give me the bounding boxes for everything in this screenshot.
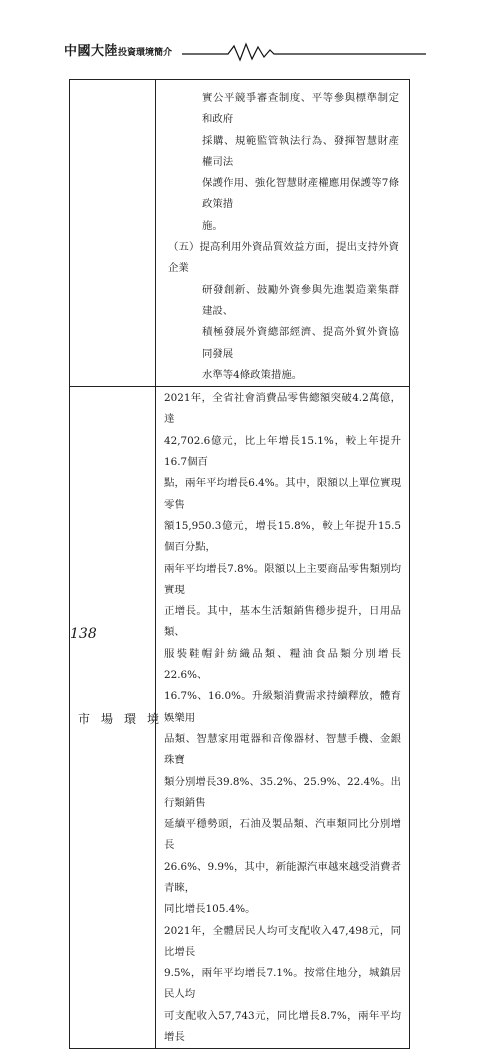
text-line: 品類、智慧家用電器和音像器材、智慧手機、金銀珠寶 bbox=[164, 732, 401, 767]
running-header bbox=[64, 42, 424, 62]
text-line: 同比增長105.4%。 bbox=[164, 903, 256, 916]
text-line: 2021年，全省社會消費品零售總額突破4.2萬億，達 bbox=[164, 392, 401, 426]
row-label-cell bbox=[70, 80, 156, 387]
heartbeat-line-icon bbox=[182, 42, 426, 62]
text-line: 水準等4條政策措施。 bbox=[202, 368, 303, 381]
table-row bbox=[70, 80, 410, 387]
text-line: 42,702.6億元，比上年增長15.1%，較上年提升16.7個百 bbox=[164, 434, 401, 469]
page-number: 138 bbox=[70, 626, 97, 642]
text-line: （五）提高利用外資品質效益方面，提出支持外資企業 bbox=[168, 241, 399, 275]
text-line: 2021年，全體居民人均可支配收入47,498元，同比增長 bbox=[164, 924, 401, 958]
text-line: 正增長。其中，基本生活類銷售穩步提升，日用品類、 bbox=[164, 605, 401, 639]
header-title-small: 投資環境簡介 bbox=[118, 48, 173, 58]
text-line: 延續平穩勢頭，石油及製品類、汽車類同比分別增長 bbox=[164, 818, 401, 852]
text-line: 積極發展外資總部經濟、提高外貿外資協同發展 bbox=[202, 326, 399, 360]
text-line: 點，兩年平均增長6.4%。其中，限額以上單位實現零售 bbox=[164, 477, 401, 511]
text-line: 保護作用、強化智慧財產權應用保護等7條政策措 bbox=[202, 177, 399, 211]
header-title bbox=[64, 42, 172, 61]
text-line: 9.5%，兩年平均增長7.1%。按常住地分，城鎮居民人均 bbox=[164, 967, 401, 1001]
info-table bbox=[69, 79, 410, 1049]
header-title-big: 中國大陸 bbox=[64, 44, 119, 59]
text-line: 兩年平均增長7.8%。限額以上主要商品零售類別均實現 bbox=[164, 562, 401, 596]
text-line: 額15,950.3億元，增長15.8%，較上年提升15.5個百分點， bbox=[164, 519, 401, 554]
row-label-cell bbox=[70, 387, 171, 1049]
text-line: 採購、規範監管執法行為、發揮智慧財產權司法 bbox=[202, 134, 399, 168]
row-label: 市場環境 bbox=[78, 712, 171, 727]
row-content bbox=[156, 80, 409, 386]
text-line: 可支配收入57,743元，同比增長8.7%，兩年平均增長 bbox=[164, 1009, 401, 1044]
row-content-cell bbox=[156, 80, 410, 387]
row-content bbox=[156, 387, 409, 1048]
text-line: 研發創新、鼓勵外資參與先進製造業集群建設、 bbox=[202, 283, 399, 317]
text-line: 類分別增長39.8%、35.2%、25.9%、22.4%。出行類銷售 bbox=[164, 775, 401, 809]
text-line: 26.6%、9.9%，其中，新能源汽車越來越受消費者青睞， bbox=[164, 860, 401, 894]
text-line: 實公平競爭審查制度、平等參與標準制定和政府 bbox=[202, 92, 399, 126]
table-row bbox=[70, 387, 410, 1049]
row-content-cell bbox=[156, 387, 410, 1049]
text-line: 服裝鞋帽針紡織品類、糧油食品類分別增長22.6%、 bbox=[164, 647, 401, 682]
text-line: 施。 bbox=[202, 219, 223, 232]
text-line: 16.7%、16.0%。升級類消費需求持續釋放，體育娛樂用 bbox=[164, 690, 401, 724]
row-label bbox=[109, 228, 117, 242]
